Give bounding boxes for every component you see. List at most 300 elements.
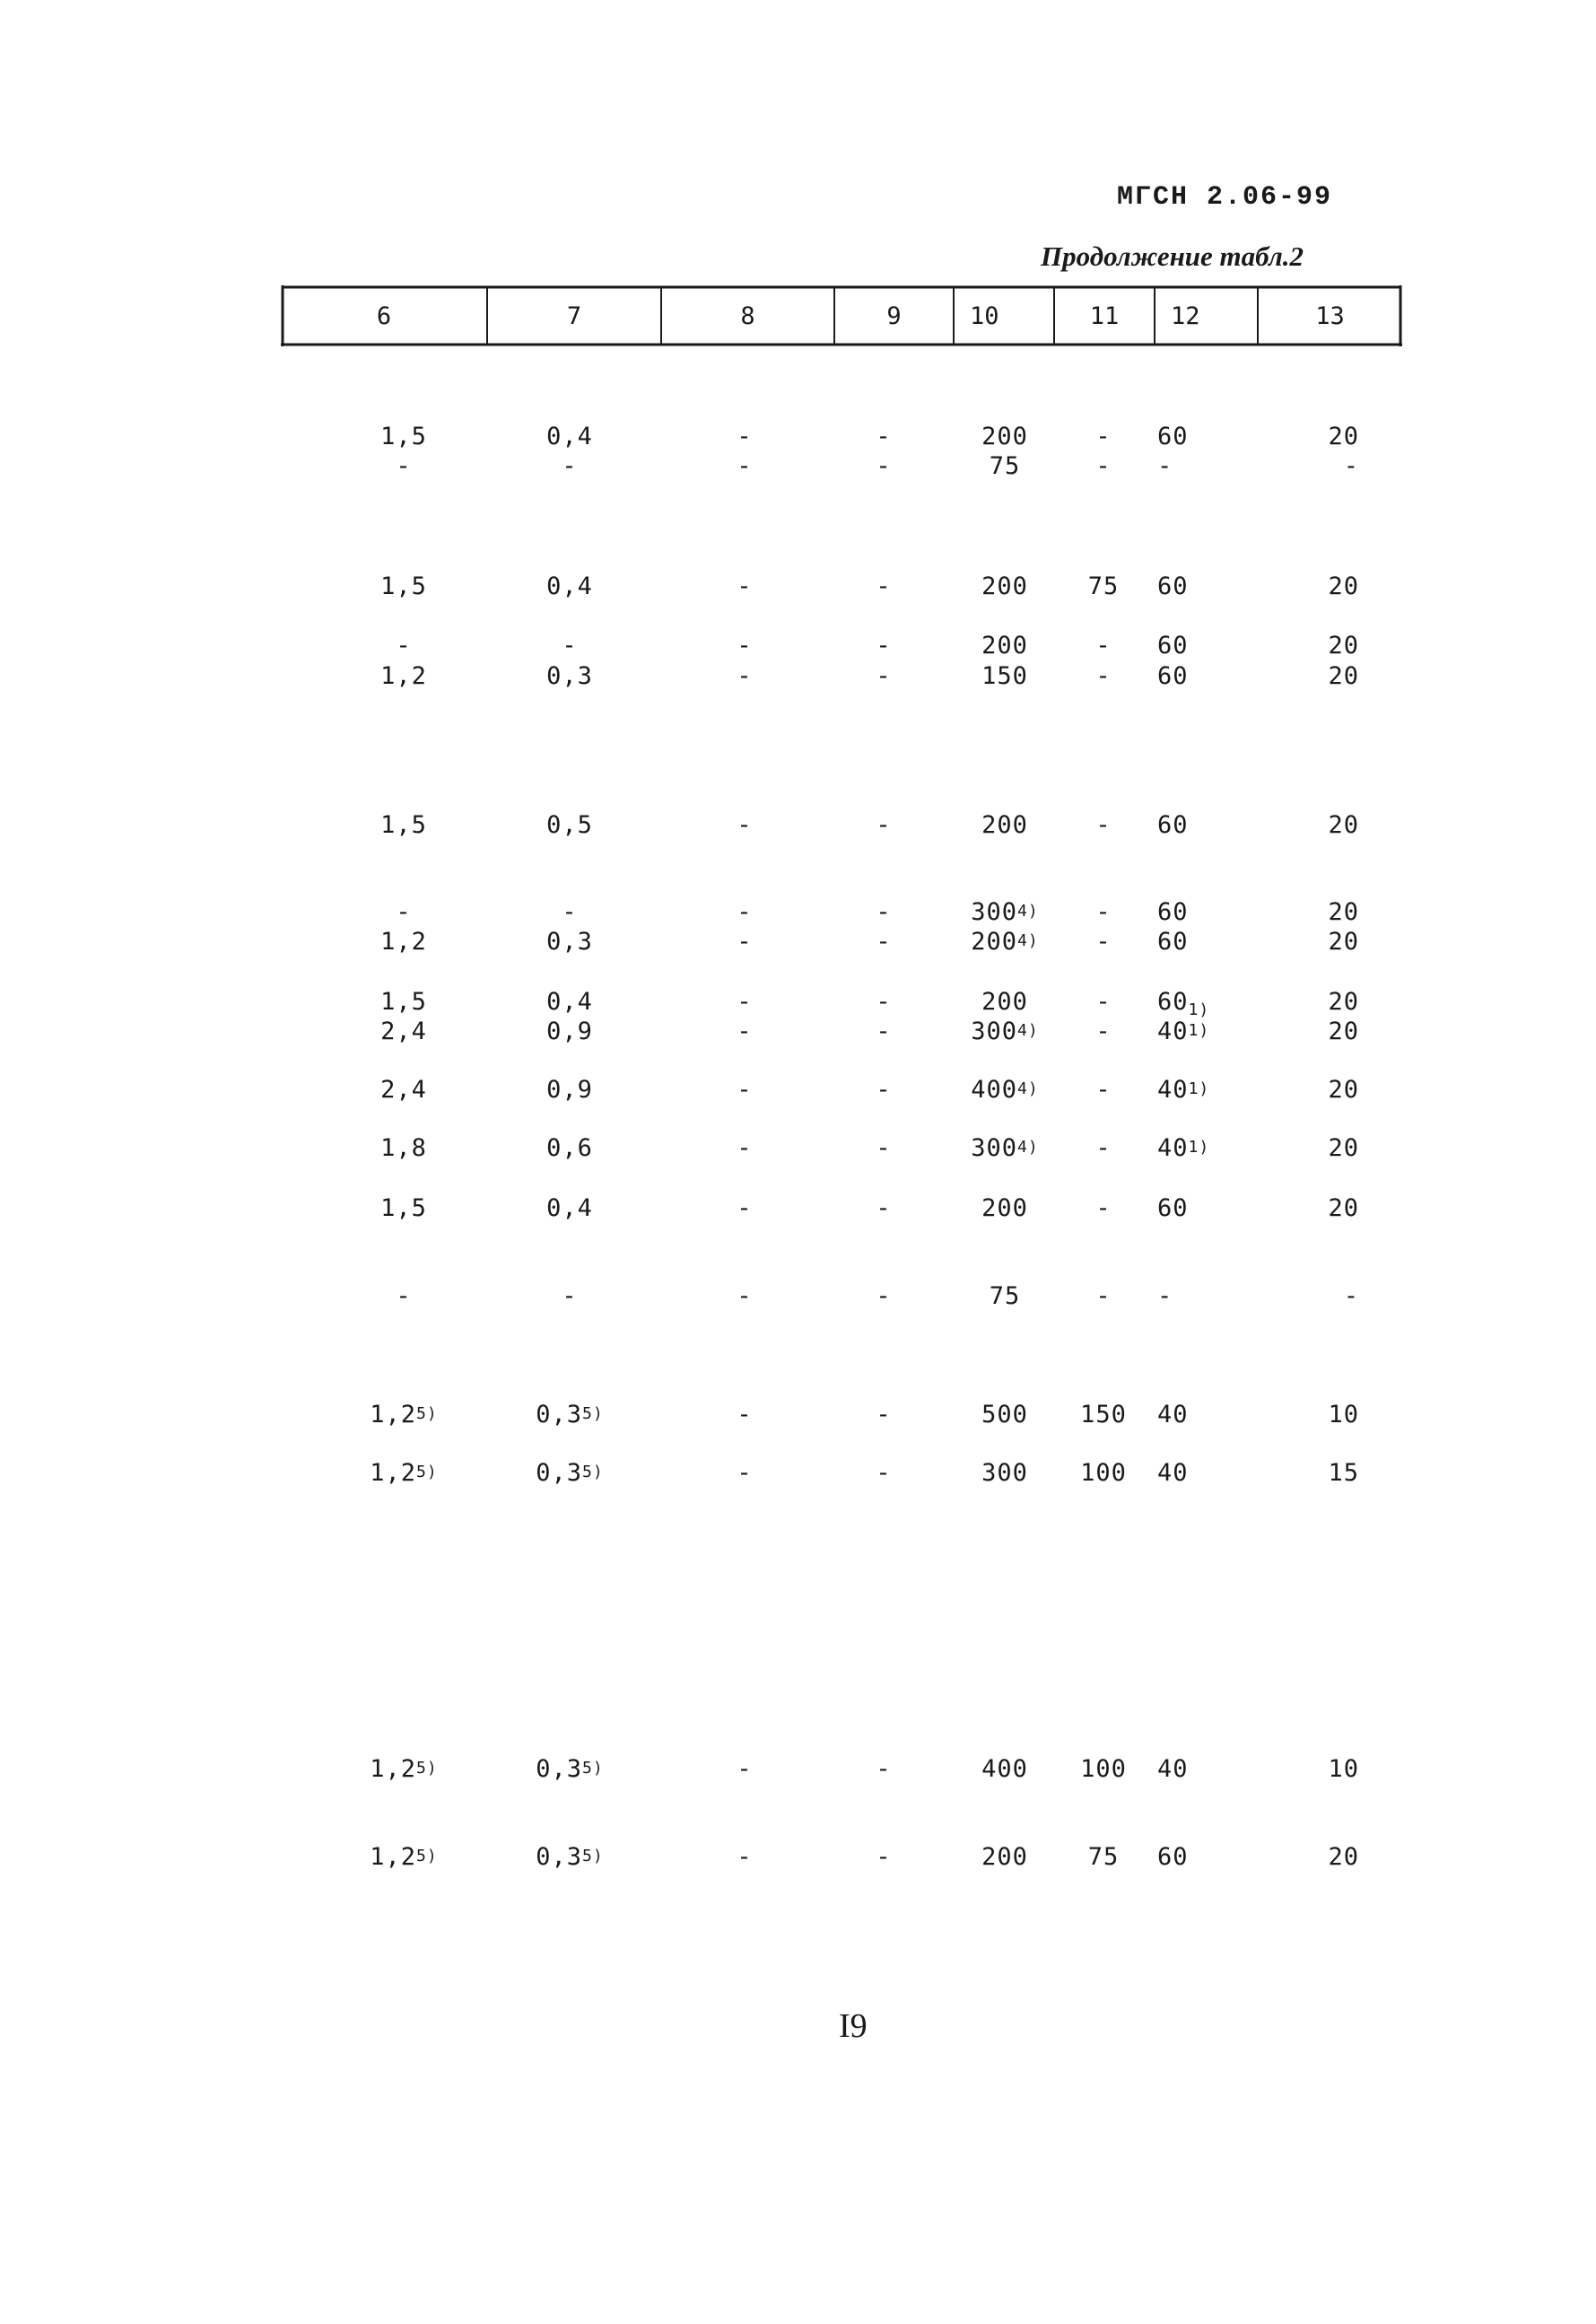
footnote-marker: 4) xyxy=(1017,1138,1039,1157)
table-cell-col-7 xyxy=(502,1017,637,1047)
table-cell-col-13 xyxy=(1269,1458,1359,1489)
column-header-13: 13 xyxy=(1315,301,1345,330)
cell-value: 400 xyxy=(971,1076,1018,1104)
cell-value: - xyxy=(876,1459,892,1487)
cell-value: 400 xyxy=(981,1755,1028,1783)
cell-value: - xyxy=(1095,1282,1112,1310)
column-header-9: 9 xyxy=(886,301,902,330)
table-cell-col-12 xyxy=(1157,451,1247,482)
cell-value: 0,3 xyxy=(546,928,593,956)
footnote-marker: 5) xyxy=(416,1759,438,1778)
table-cell-col-10 xyxy=(951,1754,1059,1785)
table-cell-col-8 xyxy=(700,1017,789,1047)
table-cell-col-10 xyxy=(951,810,1059,841)
table-cell-col-12 xyxy=(1157,897,1247,928)
table-cell-col-12 xyxy=(1157,927,1247,957)
cell-value: - xyxy=(737,1459,753,1487)
cell-value: - xyxy=(737,1134,753,1162)
table-cell-col-10 xyxy=(951,572,1059,602)
table-cell-col-10 xyxy=(951,927,1059,957)
footnote-marker: 1) xyxy=(1188,1021,1210,1040)
cell-value: 200 xyxy=(981,423,1028,450)
table-cell-col-7 xyxy=(502,1842,637,1873)
table-cell-col-8 xyxy=(700,927,789,957)
table-cell-col-10 xyxy=(951,1193,1059,1224)
table-cell-col-8 xyxy=(700,1400,789,1430)
table-cell-col-11 xyxy=(1059,451,1148,482)
cell-value: 100 xyxy=(1080,1459,1127,1487)
cell-value: 75 xyxy=(1087,1843,1120,1871)
table-cell-col-8 xyxy=(700,810,789,841)
cell-value: 0,4 xyxy=(546,423,593,450)
table-cell-col-8 xyxy=(700,897,789,928)
table-cell-col-8 xyxy=(700,987,789,1018)
cell-value: - xyxy=(737,811,753,839)
table-cell-col-9 xyxy=(839,572,929,602)
table-cell-col-13 xyxy=(1269,451,1359,482)
table-cell-col-6 xyxy=(336,451,471,482)
table-header xyxy=(281,285,1402,346)
cell-value: - xyxy=(876,1076,892,1104)
table-cell-col-11 xyxy=(1059,1400,1148,1430)
table-cell-col-11 xyxy=(1059,810,1148,841)
table-cell-col-10 xyxy=(951,987,1059,1018)
cell-value: 1,2 xyxy=(370,1755,417,1783)
cell-value: 75 xyxy=(1087,572,1120,600)
cell-value: 60 xyxy=(1157,898,1189,926)
table-cell-col-8 xyxy=(700,1842,789,1873)
cell-value: 200 xyxy=(981,811,1028,839)
cell-value: - xyxy=(737,988,753,1016)
cell-value: 40 xyxy=(1157,1401,1189,1428)
cell-value: 20 xyxy=(1328,928,1359,956)
table-cell-col-11 xyxy=(1059,422,1148,452)
cell-value: 1,5 xyxy=(380,572,427,600)
table-cell-col-7 xyxy=(502,1193,637,1224)
cell-value: 0,9 xyxy=(546,1076,593,1104)
cell-value: - xyxy=(737,1755,753,1783)
table-cell-col-6 xyxy=(336,810,471,841)
table-cell-col-6 xyxy=(336,1458,471,1489)
cell-value: 100 xyxy=(1080,1755,1127,1783)
cell-value: - xyxy=(1095,1018,1112,1045)
table-cell-col-7 xyxy=(502,1458,637,1489)
cell-value: - xyxy=(396,898,412,926)
cell-value: 200 xyxy=(981,988,1028,1016)
cell-value: - xyxy=(396,1282,412,1310)
cell-value: 2,4 xyxy=(380,1018,427,1045)
table-continuation-label: Продолжение табл.2 xyxy=(1041,240,1304,272)
cell-value: - xyxy=(396,452,412,480)
cell-value: - xyxy=(1095,1134,1112,1162)
footnote-marker: 4) xyxy=(1017,1079,1039,1098)
table-cell-col-9 xyxy=(839,451,929,482)
cell-value: 60 xyxy=(1157,632,1189,660)
table-cell-col-8 xyxy=(700,1754,789,1785)
table-cell-col-11 xyxy=(1059,1458,1148,1489)
cell-value: 200 xyxy=(981,572,1028,600)
cell-value: 0,9 xyxy=(546,1018,593,1045)
table-cell-col-7 xyxy=(502,810,637,841)
cell-value: 40 xyxy=(1157,1134,1189,1162)
cell-value: 300 xyxy=(971,1018,1018,1045)
cell-value: 40 xyxy=(1157,1076,1189,1104)
cell-value: 60 xyxy=(1157,1843,1189,1871)
cell-value: - xyxy=(1095,1076,1112,1104)
table-cell-col-7 xyxy=(502,631,637,661)
cell-value: - xyxy=(876,898,892,926)
cell-value: - xyxy=(737,928,753,956)
cell-value: 60 xyxy=(1157,988,1189,1016)
table-cell-col-7 xyxy=(502,897,637,928)
cell-value: - xyxy=(562,632,578,660)
cell-value: 20 xyxy=(1328,811,1359,839)
table-cell-col-11 xyxy=(1059,572,1148,602)
table-cell-col-6 xyxy=(336,897,471,928)
table-cell-col-6 xyxy=(336,1133,471,1164)
cell-value: - xyxy=(1095,988,1112,1016)
cell-value: - xyxy=(876,1755,892,1783)
cell-value: 20 xyxy=(1328,1134,1359,1162)
table-cell-col-7 xyxy=(502,987,637,1018)
cell-value: - xyxy=(876,452,892,480)
cell-value: - xyxy=(876,811,892,839)
table-cell-col-10 xyxy=(951,1458,1059,1489)
table-cell-col-8 xyxy=(700,1133,789,1164)
table-cell-col-8 xyxy=(700,661,789,692)
table-cell-col-12 xyxy=(1157,810,1247,841)
table-cell-col-10 xyxy=(951,1133,1059,1164)
table-cell-col-7 xyxy=(502,1754,637,1785)
cell-value: - xyxy=(876,632,892,660)
column-header-7: 7 xyxy=(566,301,582,330)
cell-value: 75 xyxy=(989,452,1021,480)
table-cell-col-11 xyxy=(1059,897,1148,928)
table-cell-col-13 xyxy=(1269,1400,1359,1430)
cell-value: 0,4 xyxy=(546,1194,593,1222)
cell-value: - xyxy=(737,572,753,600)
cell-value: - xyxy=(1095,632,1112,660)
table-cell-col-12 xyxy=(1157,1281,1247,1312)
cell-value: 200 xyxy=(981,632,1028,660)
cell-value: 60 xyxy=(1157,662,1189,690)
table-cell-col-11 xyxy=(1059,1754,1148,1785)
table-cell-col-9 xyxy=(839,1193,929,1224)
table-cell-col-8 xyxy=(700,572,789,602)
cell-value: 150 xyxy=(981,662,1028,690)
table-cell-col-13 xyxy=(1269,1193,1359,1224)
cell-value: - xyxy=(562,452,578,480)
cell-value: 300 xyxy=(971,898,1018,926)
cell-value: 1,2 xyxy=(370,1843,417,1871)
table-cell-col-9 xyxy=(839,1281,929,1312)
table-cell-col-12 xyxy=(1157,1133,1247,1164)
table-cell-col-8 xyxy=(700,1281,789,1312)
cell-value: - xyxy=(876,1843,892,1871)
footnote-marker: 5) xyxy=(416,1463,438,1481)
cell-value: 300 xyxy=(971,1134,1018,1162)
cell-value: 1,5 xyxy=(380,423,427,450)
footnote-marker: 5) xyxy=(582,1404,604,1423)
table-cell-col-9 xyxy=(839,1017,929,1047)
cell-value: 60 xyxy=(1157,572,1189,600)
cell-value: 15 xyxy=(1328,1459,1359,1487)
table-cell-col-12 xyxy=(1157,1075,1247,1105)
cell-value: - xyxy=(737,1401,753,1428)
table-cell-col-7 xyxy=(502,661,637,692)
table-cell-col-13 xyxy=(1269,1133,1359,1164)
cell-value: - xyxy=(876,1134,892,1162)
cell-value: - xyxy=(876,1401,892,1428)
cell-value: 60 xyxy=(1157,423,1189,450)
cell-value: - xyxy=(1095,811,1112,839)
cell-value: 10 xyxy=(1328,1401,1359,1428)
cell-value: - xyxy=(876,928,892,956)
cell-value: - xyxy=(737,452,753,480)
cell-value: - xyxy=(876,662,892,690)
table-cell-col-13 xyxy=(1269,1754,1359,1785)
table-cell-col-13 xyxy=(1269,810,1359,841)
cell-value: - xyxy=(396,632,412,660)
cell-value: - xyxy=(737,632,753,660)
table-cell-col-11 xyxy=(1059,987,1148,1018)
table-cell-col-12 xyxy=(1157,1193,1247,1224)
table-cell-col-9 xyxy=(839,810,929,841)
table-cell-col-6 xyxy=(336,1281,471,1312)
cell-value: 60 xyxy=(1157,811,1189,839)
table-cell-col-11 xyxy=(1059,631,1148,661)
cell-value: 0,4 xyxy=(546,988,593,1016)
cell-value: - xyxy=(1095,452,1112,480)
table-cell-col-12 xyxy=(1157,1400,1247,1430)
cell-value: 0,3 xyxy=(536,1843,583,1871)
table-cell-col-6 xyxy=(336,631,471,661)
table-cell-col-9 xyxy=(839,1458,929,1489)
cell-value: 2,4 xyxy=(380,1076,427,1104)
table-cell-col-13 xyxy=(1269,661,1359,692)
table-cell-col-7 xyxy=(502,1400,637,1430)
table-cell-col-10 xyxy=(951,1400,1059,1430)
table-cell-col-6 xyxy=(336,927,471,957)
cell-value: 1,8 xyxy=(380,1134,427,1162)
cell-value: 20 xyxy=(1328,423,1359,450)
table-cell-col-6 xyxy=(336,987,471,1018)
table-cell-col-10 xyxy=(951,1075,1059,1105)
cell-value: 40 xyxy=(1157,1755,1189,1783)
table-cell-col-12 xyxy=(1157,572,1247,602)
column-header-8: 8 xyxy=(740,301,755,330)
cell-value: - xyxy=(876,1282,892,1310)
cell-value: - xyxy=(876,988,892,1016)
table-cell-col-13 xyxy=(1269,422,1359,452)
cell-value: 1,5 xyxy=(380,988,427,1016)
cell-value: 75 xyxy=(989,1282,1021,1310)
cell-value: 0,3 xyxy=(536,1755,583,1783)
table-cell-col-8 xyxy=(700,422,789,452)
table-cell-col-6 xyxy=(336,1075,471,1105)
table-cell-col-12 xyxy=(1157,1458,1247,1489)
table-cell-col-11 xyxy=(1059,1281,1148,1312)
cell-value: - xyxy=(876,1018,892,1045)
table-cell-col-9 xyxy=(839,422,929,452)
table-cell-col-9 xyxy=(839,661,929,692)
footnote-marker: 4) xyxy=(1017,1021,1039,1040)
table-cell-col-12 xyxy=(1157,1017,1247,1047)
table-cell-col-9 xyxy=(839,1842,929,1873)
cell-value: 10 xyxy=(1328,1755,1359,1783)
footnote-marker: 5) xyxy=(582,1463,604,1481)
cell-value: 1,2 xyxy=(370,1459,417,1487)
cell-value: 1,2 xyxy=(380,662,427,690)
table-cell-col-13 xyxy=(1269,987,1359,1018)
cell-value: 150 xyxy=(1080,1401,1127,1428)
table-cell-col-6 xyxy=(336,1400,471,1430)
cell-value: 20 xyxy=(1328,988,1359,1016)
cell-value: - xyxy=(876,1194,892,1222)
cell-value: 200 xyxy=(981,1843,1028,1871)
cell-value: - xyxy=(876,572,892,600)
table-cell-col-6 xyxy=(336,1842,471,1873)
table-cell-col-6 xyxy=(336,661,471,692)
table-cell-col-9 xyxy=(839,987,929,1018)
table-cell-col-12 xyxy=(1157,1754,1247,1785)
table-cell-col-13 xyxy=(1269,1842,1359,1873)
cell-value: 500 xyxy=(981,1401,1028,1428)
cell-value: 20 xyxy=(1328,572,1359,600)
cell-value: 60 xyxy=(1157,1194,1189,1222)
cell-value: - xyxy=(1157,452,1173,480)
footnote-marker: 4) xyxy=(1017,902,1039,921)
table-cell-col-10 xyxy=(951,661,1059,692)
cell-value: 20 xyxy=(1328,898,1359,926)
cell-value: - xyxy=(1095,1194,1112,1222)
table-cell-col-12 xyxy=(1157,1842,1247,1873)
table-cell-col-12 xyxy=(1157,987,1247,1018)
cell-value: 0,5 xyxy=(546,811,593,839)
column-header-6: 6 xyxy=(376,301,392,330)
footnote-marker: 5) xyxy=(416,1847,438,1865)
cell-value: 60 xyxy=(1157,928,1189,956)
table-cell-col-11 xyxy=(1059,1133,1148,1164)
cell-value: - xyxy=(1157,1282,1173,1310)
cell-value: 300 xyxy=(981,1459,1028,1487)
cell-value: - xyxy=(562,1282,578,1310)
cell-value: 0,3 xyxy=(536,1459,583,1487)
cell-value: - xyxy=(737,898,753,926)
table-cell-col-11 xyxy=(1059,1075,1148,1105)
cell-value: - xyxy=(1095,898,1112,926)
table-cell-col-10 xyxy=(951,897,1059,928)
cell-value: 0,4 xyxy=(546,572,593,600)
cell-value: 20 xyxy=(1328,1076,1359,1104)
cell-value: 200 xyxy=(981,1194,1028,1222)
table-cell-col-12 xyxy=(1157,631,1247,661)
cell-value: - xyxy=(737,1282,753,1310)
cell-value: 20 xyxy=(1328,1843,1359,1871)
cell-value: - xyxy=(1095,928,1112,956)
table-cell-col-11 xyxy=(1059,661,1148,692)
table-cell-col-10 xyxy=(951,422,1059,452)
table-cell-col-9 xyxy=(839,1075,929,1105)
footnote-marker: 5) xyxy=(582,1759,604,1778)
table-cell-col-9 xyxy=(839,1133,929,1164)
cell-value: - xyxy=(737,662,753,690)
footnote-marker: 4) xyxy=(1017,931,1039,950)
table-cell-col-7 xyxy=(502,572,637,602)
table-cell-col-9 xyxy=(839,631,929,661)
table-cell-col-13 xyxy=(1269,1075,1359,1105)
table-cell-col-10 xyxy=(951,631,1059,661)
table-cell-col-8 xyxy=(700,1075,789,1105)
table-cell-col-6 xyxy=(336,1754,471,1785)
table-cell-col-9 xyxy=(839,927,929,957)
cell-value: - xyxy=(1095,662,1112,690)
cell-value: - xyxy=(737,1194,753,1222)
cell-value: 40 xyxy=(1157,1018,1189,1045)
cell-value: 20 xyxy=(1328,1018,1359,1045)
table-cell-col-11 xyxy=(1059,1017,1148,1047)
cell-value: - xyxy=(1343,452,1359,480)
table-cell-col-10 xyxy=(951,451,1059,482)
table-cell-col-13 xyxy=(1269,897,1359,928)
table-cell-col-9 xyxy=(839,1400,929,1430)
table-cell-col-11 xyxy=(1059,1193,1148,1224)
footnote-marker: 5) xyxy=(416,1404,438,1423)
cell-value: - xyxy=(1095,423,1112,450)
table-cell-col-11 xyxy=(1059,927,1148,957)
table-cell-col-8 xyxy=(700,451,789,482)
cell-value: - xyxy=(737,1843,753,1871)
table-cell-col-7 xyxy=(502,927,637,957)
document-code: МГСН 2.06-99 xyxy=(1117,182,1333,213)
page-number: I9 xyxy=(839,2007,868,2045)
table-cell-col-8 xyxy=(700,631,789,661)
table-cell-col-12 xyxy=(1157,661,1247,692)
cell-value: 0,6 xyxy=(546,1134,593,1162)
column-header-10: 10 xyxy=(970,301,999,330)
cell-value: 0,3 xyxy=(546,662,593,690)
cell-value: - xyxy=(562,898,578,926)
cell-value: 20 xyxy=(1328,662,1359,690)
table-cell-col-10 xyxy=(951,1281,1059,1312)
table-cell-col-11 xyxy=(1059,1842,1148,1873)
table-cell-col-7 xyxy=(502,1281,637,1312)
table-cell-col-10 xyxy=(951,1842,1059,1873)
cell-value: 200 xyxy=(971,928,1018,956)
table-cell-col-12 xyxy=(1157,422,1247,452)
column-header-12: 12 xyxy=(1171,301,1200,330)
cell-value: 40 xyxy=(1157,1459,1189,1487)
cell-value: 1,2 xyxy=(370,1401,417,1428)
cell-value: 20 xyxy=(1328,1194,1359,1222)
footnote-marker: 1) xyxy=(1188,1000,1210,1019)
table-cell-col-13 xyxy=(1269,927,1359,957)
table-cell-col-7 xyxy=(502,451,637,482)
table-cell-col-9 xyxy=(839,1754,929,1785)
table-cell-col-6 xyxy=(336,422,471,452)
table-cell-col-8 xyxy=(700,1458,789,1489)
cell-value: 1,2 xyxy=(380,928,427,956)
table-cell-col-13 xyxy=(1269,1281,1359,1312)
table-cell-col-9 xyxy=(839,897,929,928)
column-header-11: 11 xyxy=(1089,301,1120,330)
footnote-marker: 5) xyxy=(582,1847,604,1865)
table-cell-col-6 xyxy=(336,572,471,602)
cell-value: 20 xyxy=(1328,632,1359,660)
table-cell-col-6 xyxy=(336,1193,471,1224)
cell-value: - xyxy=(1343,1282,1359,1310)
table-cell-col-8 xyxy=(700,1193,789,1224)
